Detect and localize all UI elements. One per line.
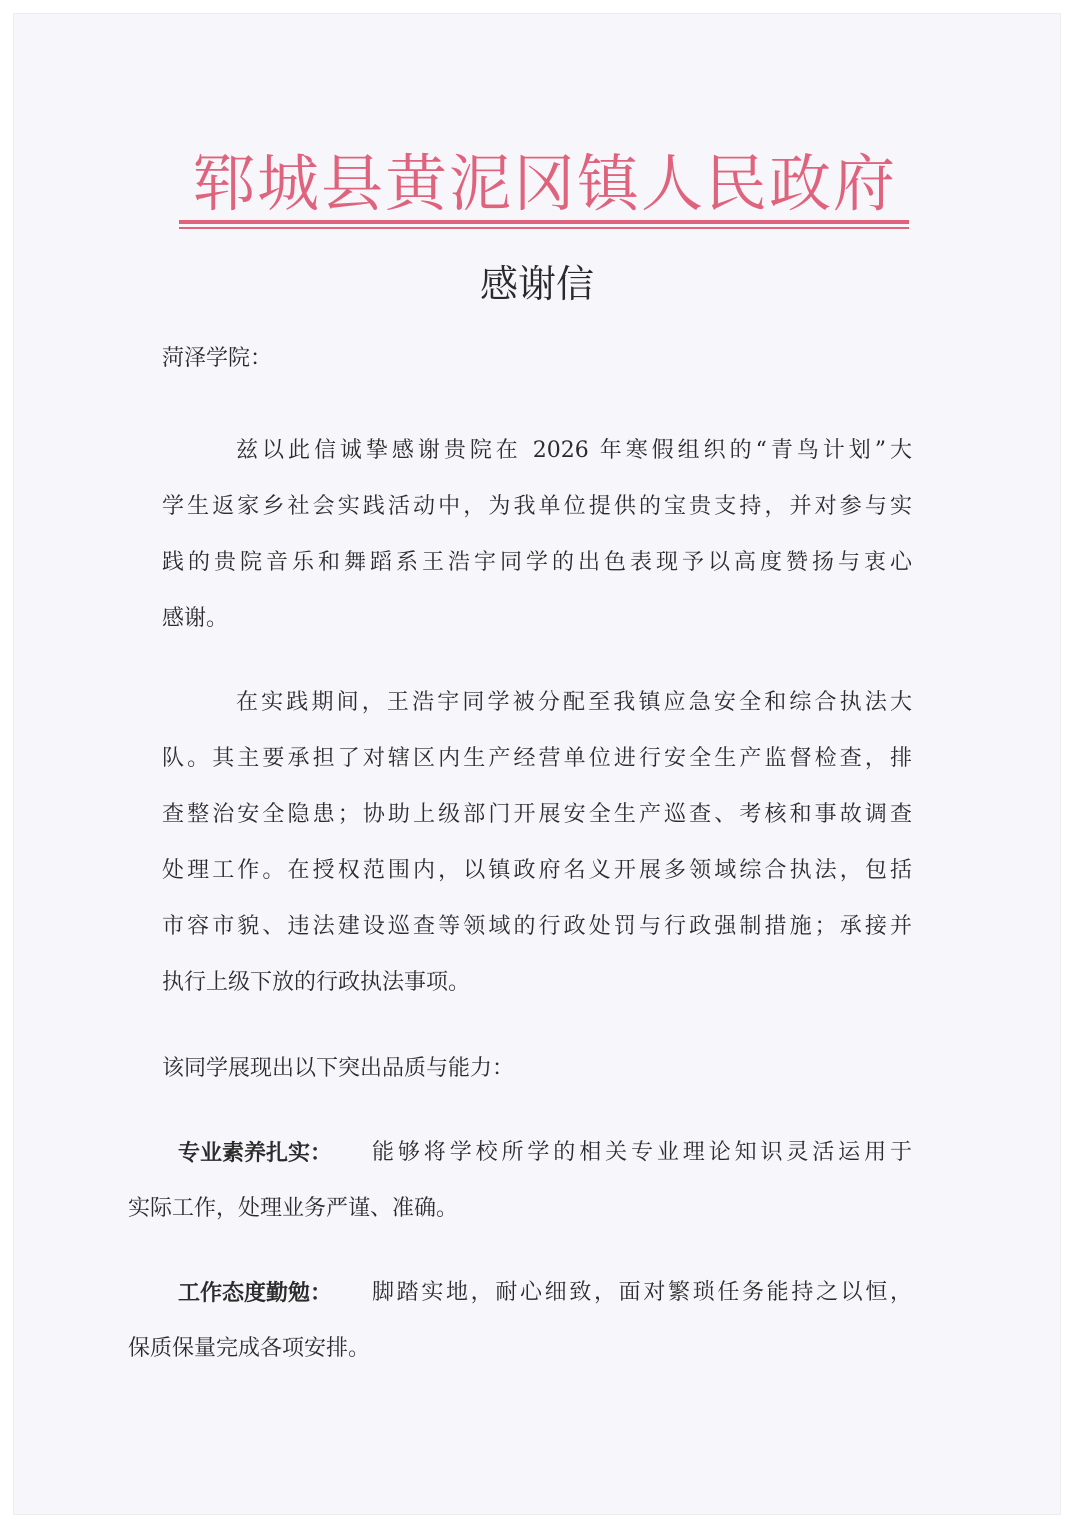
quality1-label: 专业素养扎实： [178,1140,333,1166]
salutation: 菏泽学院： [162,346,273,371]
qualities-intro: 该同学展现出以下突出品质与能力： [162,1056,515,1081]
paragraph1-line: 学生返家乡社会实践活动中，为我单位提供的宝贵支持，并对参与实 [162,494,912,519]
letter-sheet [14,14,1060,1514]
letterhead-rule-thin [179,227,909,229]
paragraph2-line: 市容市貌、违法建设巡查等领域的行政处罚与行政强制措施；承接并 [162,914,912,939]
quality1-text: 能够将学校所学的相关专业理论知识灵活运用于 [372,1140,912,1165]
paragraph2-line: 处理工作。在授权范围内，以镇政府名义开展多领域综合执法，包括 [162,858,912,883]
paragraph2-line: 查整治安全隐患；协助上级部门开展安全生产巡查、考核和事故调查 [162,802,912,827]
letterhead-rule-thick [179,220,909,224]
paragraph2-line: 队。其主要承担了对辖区内生产经营单位进行安全生产监督检查，排 [162,746,912,771]
letterhead-org-name: 郓城县黄泥冈镇人民政府 [192,147,897,220]
quality2-label: 工作态度勤勉： [178,1280,333,1306]
paragraph1-line: 兹以此信诚挚感谢贵院在 2026 年寒假组织的“青鸟计划”大 [236,438,912,463]
quality1-text-cont: 实际工作，处理业务严谨、准确。 [128,1196,459,1221]
paragraph2-line: 执行上级下放的行政执法事项。 [162,970,471,995]
letter-title: 感谢信 [479,262,594,306]
paragraph1-line: 践的贵院音乐和舞蹈系王浩宇同学的出色表现予以高度赞扬与衷心 [162,550,912,575]
paragraph1-line: 感谢。 [162,606,229,631]
quality2-text-cont: 保质保量完成各项安排。 [128,1336,371,1361]
paragraph2-line: 在实践期间，王浩宇同学被分配至我镇应急安全和综合执法大 [236,690,912,715]
quality2-text: 脚踏实地，耐心细致，面对繁琐任务能持之以恒， [372,1280,912,1305]
